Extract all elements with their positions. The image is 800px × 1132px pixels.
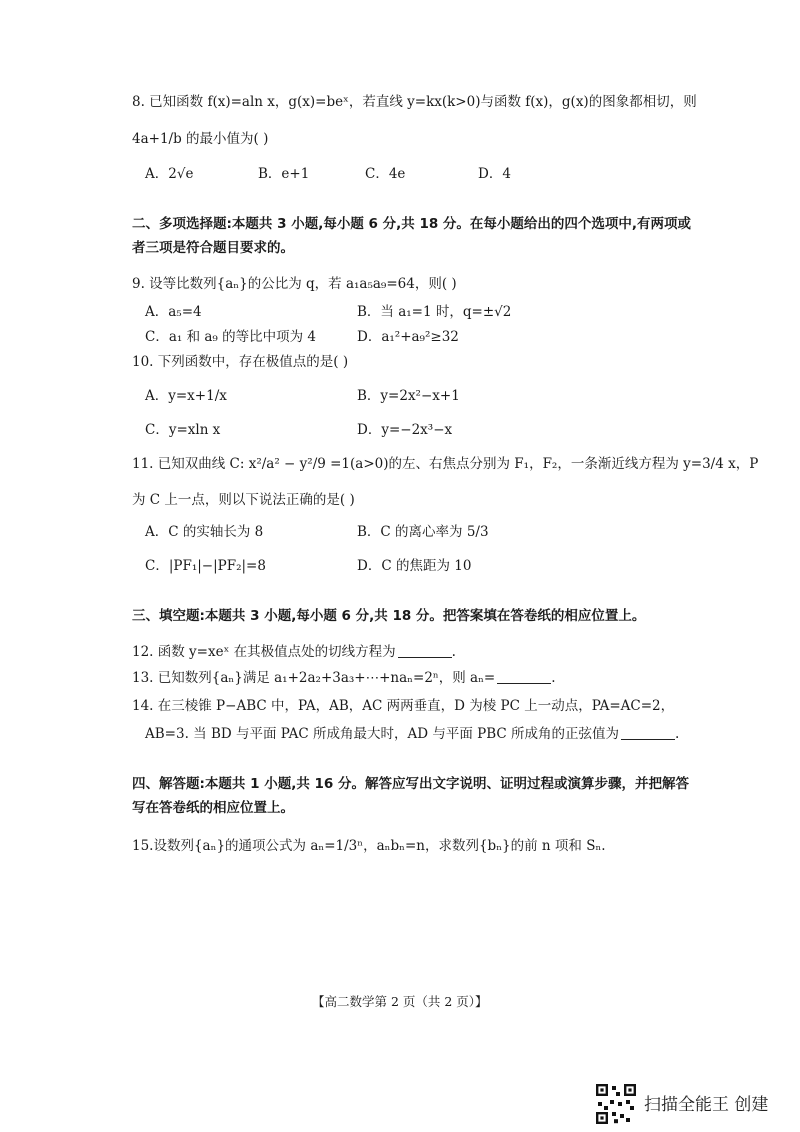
q14-end: . (675, 726, 680, 742)
q8-stem-line1: 8. 已知函数 f(x)=aln x，g(x)=beˣ，若直线 y=kx(k>0)与函数 f(x)，g(x)的图象都相切，则 (132, 94, 697, 110)
q11-stem-line2: 为 C 上一点，则以下说法正确的是( ) (132, 492, 355, 508)
q9-option-a: A．a₅=4 (145, 304, 202, 320)
q11-option-b: B．C 的离心率为 5/3 (357, 524, 489, 540)
q11-stem-line1: 11. 已知双曲线 C: x²/a² − y²/9 =1(a>0)的左、右焦点分别为 F₁，F₂，一条渐近线方程为 y=3/4 x，P (132, 456, 759, 472)
q14-stem-line1: 14. 在三棱锥 P−ABC 中，PA，AB，AC 两两垂直，D 为棱 PC 上一动点，PA=AC=2， (132, 698, 675, 714)
q9-option-b: B．当 a₁=1 时，q=±√2 (357, 304, 512, 320)
section4-heading-line2: 写在答卷纸的相应位置上。 (132, 800, 294, 816)
page-footer: 【高二数学第 2 页（共 2 页）】 (312, 994, 488, 1009)
q9-option-d: D．a₁²+a₉²≥32 (357, 329, 459, 345)
q13-text: 13. 已知数列{aₙ}满足 a₁+2a₂+3a₃+⋯+naₙ=2ⁿ，则 aₙ= (132, 670, 496, 686)
q10-stem: 10. 下列函数中，存在极值点的是( ) (132, 354, 349, 370)
q14-answer-blank (621, 738, 675, 740)
q9-option-c: C．a₁ 和 a₉ 的等比中项为 4 (145, 329, 317, 345)
section2-heading-line1: 二、多项选择题:本题共 3 小题,每小题 6 分,共 18 分。在每小题给出的四个选项中,有两项或 (132, 216, 692, 232)
q12-stem (132, 640, 456, 660)
q12-end: . (451, 644, 456, 660)
q12-answer-blank (398, 656, 452, 658)
q8-option-b: B．e+1 (258, 166, 310, 182)
q15-stem: 15.设数列{aₙ}的通项公式为 aₙ=1/3ⁿ，aₙbₙ=n，求数列{bₙ}的前 n 项和 Sₙ. (132, 838, 606, 854)
section4-heading-line1: 四、解答题:本题共 1 小题,共 16 分。解答应写出文字说明、证明过程或演算步骤，并把解答 (132, 776, 690, 792)
q10-option-b: B．y=2x²−x+1 (357, 388, 460, 404)
q14-stem-line2 (145, 722, 679, 742)
q8-option-a: A．2√e (145, 166, 194, 182)
q8-stem-line2: 4a+1/b 的最小值为( ) (132, 131, 269, 147)
q14-text: AB=3. 当 BD 与平面 PAC 所成角最大时，AD 与平面 PBC 所成角的正弦值为 (145, 726, 620, 742)
q10-option-d: D．y=−2x³−x (357, 422, 453, 438)
section3-heading: 三、填空题:本题共 3 小题,每小题 6 分,共 18 分。把答案填在答卷纸的相应位置上。 (132, 608, 646, 624)
q13-answer-blank (497, 682, 551, 684)
qr-code-icon (596, 1084, 636, 1124)
q10-option-c: C．y=xln x (145, 422, 221, 438)
q9-stem: 9. 设等比数列{aₙ}的公比为 q，若 a₁a₅a₉=64，则( ) (132, 276, 457, 292)
q11-option-a: A．C 的实轴长为 8 (145, 524, 264, 540)
q8-option-d: D．4 (478, 166, 511, 182)
q11-option-d: D．C 的焦距为 10 (357, 558, 472, 574)
q13-end: . (551, 670, 556, 686)
q10-option-a: A．y=x+1/x (145, 388, 227, 404)
q11-option-c: C．|PF₁|−|PF₂|=8 (145, 558, 266, 574)
q12-text: 12. 函数 y=xeˣ 在其极值点处的切线方程为 (132, 644, 396, 660)
scanner-watermark-text: 扫描全能王 创建 (644, 1095, 769, 1115)
section2-heading-line2: 者三项是符合题目要求的。 (132, 240, 294, 256)
q8-option-c: C．4e (365, 166, 406, 182)
q13-stem (132, 666, 556, 686)
